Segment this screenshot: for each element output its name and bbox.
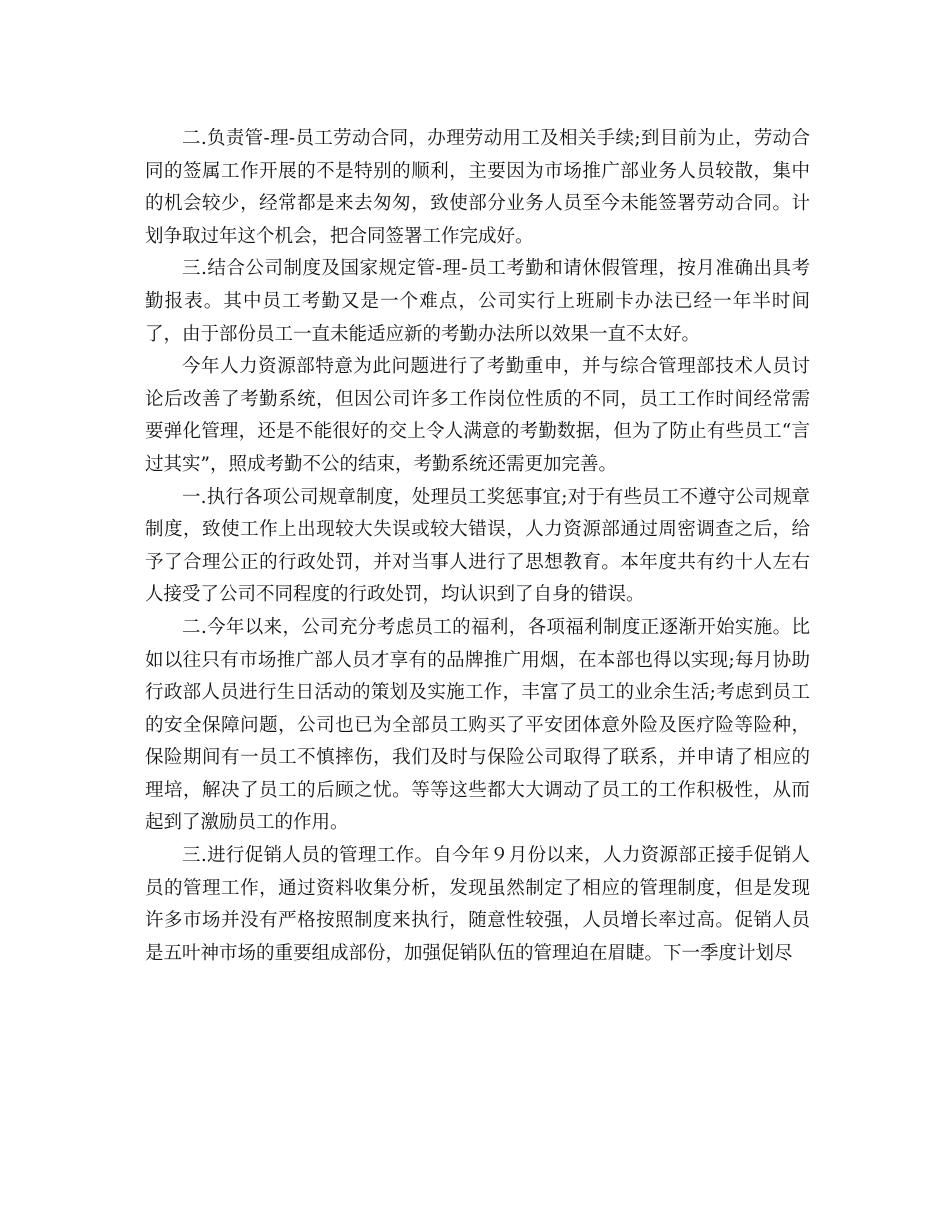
paragraph-rules-discipline: 一.执行各项公司规章制度，处理员工奖惩事宜;对于有些员工不遵守公司规章制度，致使工作上出现较大失误或较大错误，人力资源部通过周密调查之后，给予了合理公正的行政处罚，并对当事人进行了思想教育。本年度共有约十人左右人接受了公司不同程度的行政处罚，均认识到了自身的错误。 xyxy=(145,486,810,606)
paragraph-attendance-management: 三.结合公司制度及国家规定管-理-员工考勤和请休假管理，按月准确出具考勤报表。其中员工考勤又是一个难点，公司实行上班刷卡办法已经一年半时间了，由于部份员工一直未能适应新的考勤办法所以效果一直不太好。 xyxy=(145,258,810,345)
paragraph-contract-management: 二.负责管-理-员工劳动合同，办理劳动用工及相关手续;到目前为止，劳动合同的签属工作开展的不是特别的顺利，主要因为市场推广部业务人员较散，集中的机会较少，经常都是来去匆匆，致使部分业务人员至今未能签署劳动合同。计划争取过年这个机会，把合同签署工作完成好。 xyxy=(145,128,810,247)
paragraph-promoter-management: 三.进行促销人员的管理工作。自今年９月份以来，人力资源部正接手促销人员的管理工作，通过资料收集分析，发现虽然制定了相应的管理制度，但是发现许多市场并没有严格按照制度来执行，随意性较强，人员增长率过高。促销人员是五叶神市场的重要组成部份，加强促销队伍的管理迫在眉睫。下一季度计划尽 xyxy=(145,845,810,964)
paragraph-attendance-system: 今年人力资源部特意为此问题进行了考勤重申，并与综合管理部技术人员讨论后改善了考勤系统，但因公司许多工作岗位性质的不同，员工工作时间经常需要弹化管理，还是不能很好的交上令人满意的考勤数据，但为了防止有些员工“言过其实”，照成考勤不公的结束，考勤系统还需更加完善。 xyxy=(145,356,810,475)
paragraph-employee-welfare: 二.今年以来，公司充分考虑员工的福利，各项福利制度正逐渐开始实施。比如以往只有市场推广部人员才享有的品牌推广用烟，在本部也得以实现;每月协助行政部人员进行生日活动的策划及实施工作，丰富了员工的业余生活;考虑到员工的安全保障问题，公司也已为全部员工购买了平安团体意外险及医疗险等险种，保险期间有一员工不慎摔伤，我们及时与保险公司取得了联系，并申请了相应的理培，解决了员工的后顾之忧。等等这些都大大调动了员工的工作积极性，从而起到了激励员工的作用。 xyxy=(145,616,810,834)
document-body xyxy=(145,123,810,970)
